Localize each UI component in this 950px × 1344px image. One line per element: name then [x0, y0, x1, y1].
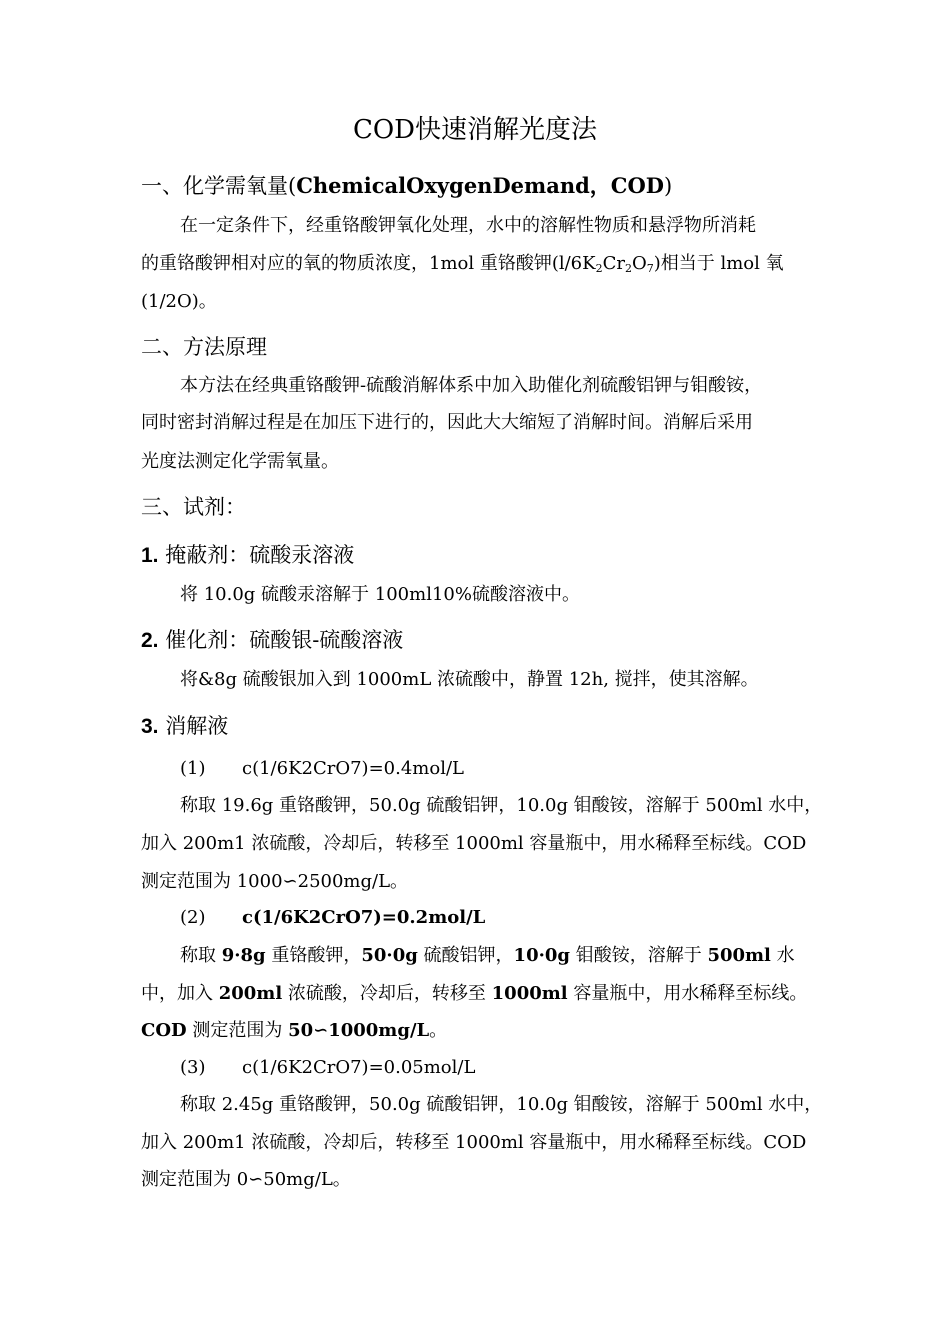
document-title: COD快速消解光度法	[352, 115, 598, 145]
text-run: 硫酸铝钾，	[417, 945, 514, 966]
text-run: 测定范围为	[186, 1020, 289, 1041]
text-run: 容量瓶中，用水稀释至标线。	[567, 983, 808, 1004]
bold-run: 500ml	[707, 945, 771, 966]
item-1-line-2: 加入 200m1 浓硫酸，冷却后，转移至 1000ml 容量瓶中，用水稀释至标线。COD	[141, 833, 807, 854]
reagent-3-number: 3.	[141, 715, 159, 738]
item-2-line-2	[141, 982, 807, 1006]
subscript-k2: 2	[595, 262, 603, 275]
item-2-line-1	[180, 944, 795, 968]
item-3-line-2: 加入 200m1 浓硫酸，冷却后，转移至 1000ml 容量瓶中，用水稀释至标线。COD	[141, 1132, 807, 1153]
bold-run: 1000ml	[491, 983, 568, 1004]
section-2-para-line-1: 本方法在经典重铬酸钾-硫酸消解体系中加入助催化剂硫酸铝钾与钼酸铵，	[180, 375, 763, 396]
item-3-label: (3)	[180, 1057, 206, 1078]
text-run: 称取	[180, 945, 222, 966]
reagent-3-heading	[141, 712, 228, 741]
section-1-heading	[141, 172, 672, 200]
reagent-1-heading	[141, 541, 354, 570]
bold-run: 10·0g	[513, 945, 570, 966]
bold-run: 50∽1000mg/L	[288, 1020, 430, 1041]
reagent-1-text: 将 10.0g 硫酸汞溶解于 100ml10%硫酸溶液中。	[180, 584, 580, 605]
item-2-label: (2)	[180, 907, 206, 928]
section-1-para-line-2	[141, 252, 784, 276]
item-2-line-3	[141, 1019, 447, 1043]
section-1-para-line-2-b: Cr	[602, 253, 625, 274]
item-3-line-3: 测定范围为 0∽50mg/L。	[141, 1169, 351, 1190]
item-1-heading	[180, 757, 464, 781]
section-1-para-line-2-a: 的重铬酸钾相对应的氧的物质浓度，1mol 重铬酸钾(l/6K	[141, 253, 596, 274]
bold-run: 9·8g	[221, 945, 266, 966]
section-1-heading-term: ChemicalOxygenDemand，COD	[296, 173, 665, 198]
section-2-heading: 二、方法原理	[141, 335, 267, 359]
item-3-line-1: 称取 2.45g 重铬酸钾，50.0g 硫酸铝钾，10.0g 钼酸铵，溶解于 500ml 水中，	[180, 1094, 823, 1115]
section-1-para-line-2-c: O	[631, 253, 647, 274]
text-run: 浓硫酸，冷却后，转移至	[282, 983, 492, 1004]
item-1-line-3: 测定范围为 1000∽2500mg/L。	[141, 871, 409, 892]
text-run: 。	[429, 1020, 448, 1041]
reagent-3-title: 消解液	[165, 714, 229, 738]
reagent-2-text: 将&8g 硫酸银加入到 1000mL 浓硫酸中，静置 12h, 搅拌，使其溶解。	[180, 669, 759, 690]
reagent-1-title: 掩蔽剂：硫酸汞溶液	[165, 543, 355, 567]
reagent-2-title: 催化剂：硫酸银-硫酸溶液	[165, 628, 404, 652]
section-2-para-line-2: 同时密封消解过程是在加压下进行的，因此大大缩短了消解时间。消解后采用	[141, 412, 753, 433]
item-1-formula: c(1/6K2CrO7)=0.4mol/L	[242, 758, 464, 779]
reagent-1-number: 1.	[141, 544, 159, 567]
item-3-heading	[180, 1056, 475, 1080]
text-run: 钼酸铵，溶解于	[569, 945, 708, 966]
section-1-heading-suffix: )	[664, 174, 673, 198]
section-1-heading-prefix: 一、化学需氧量(	[141, 174, 297, 198]
section-2-para-line-3: 光度法测定化学需氧量。	[141, 451, 339, 472]
section-3-heading: 三、试剂：	[141, 495, 246, 519]
item-3-formula: c(1/6K2CrO7)=0.05mol/L	[242, 1057, 476, 1078]
section-1-para-line-3: (1/2O)。	[141, 291, 217, 312]
text-run: 中，加入	[141, 983, 219, 1004]
section-1-para-line-1: 在一定条件下，经重铬酸钾氧化处理，水中的溶解性物质和悬浮物所消耗	[180, 215, 756, 236]
subscript-cr2: 2	[624, 262, 632, 275]
item-2-formula: c(1/6K2CrO7)=0.2mol/L	[242, 907, 486, 928]
reagent-2-heading	[141, 626, 403, 655]
text-run: 重铬酸钾，	[265, 945, 362, 966]
bold-run: COD	[141, 1020, 187, 1041]
item-2-heading	[180, 906, 485, 930]
section-1-para-line-2-d: )相当于 lmol 氧	[653, 253, 784, 274]
bold-run: 50·0g	[361, 945, 418, 966]
reagent-2-number: 2.	[141, 629, 159, 652]
item-1-label: (1)	[180, 758, 206, 779]
text-run: 水	[770, 945, 795, 966]
item-1-line-1: 称取 19.6g 重铬酸钾，50.0g 硫酸铝钾，10.0g 钼酸铵，溶解于 500ml 水中，	[180, 795, 823, 816]
bold-run: 200ml	[218, 983, 283, 1004]
subscript-o7: 7	[646, 262, 654, 275]
